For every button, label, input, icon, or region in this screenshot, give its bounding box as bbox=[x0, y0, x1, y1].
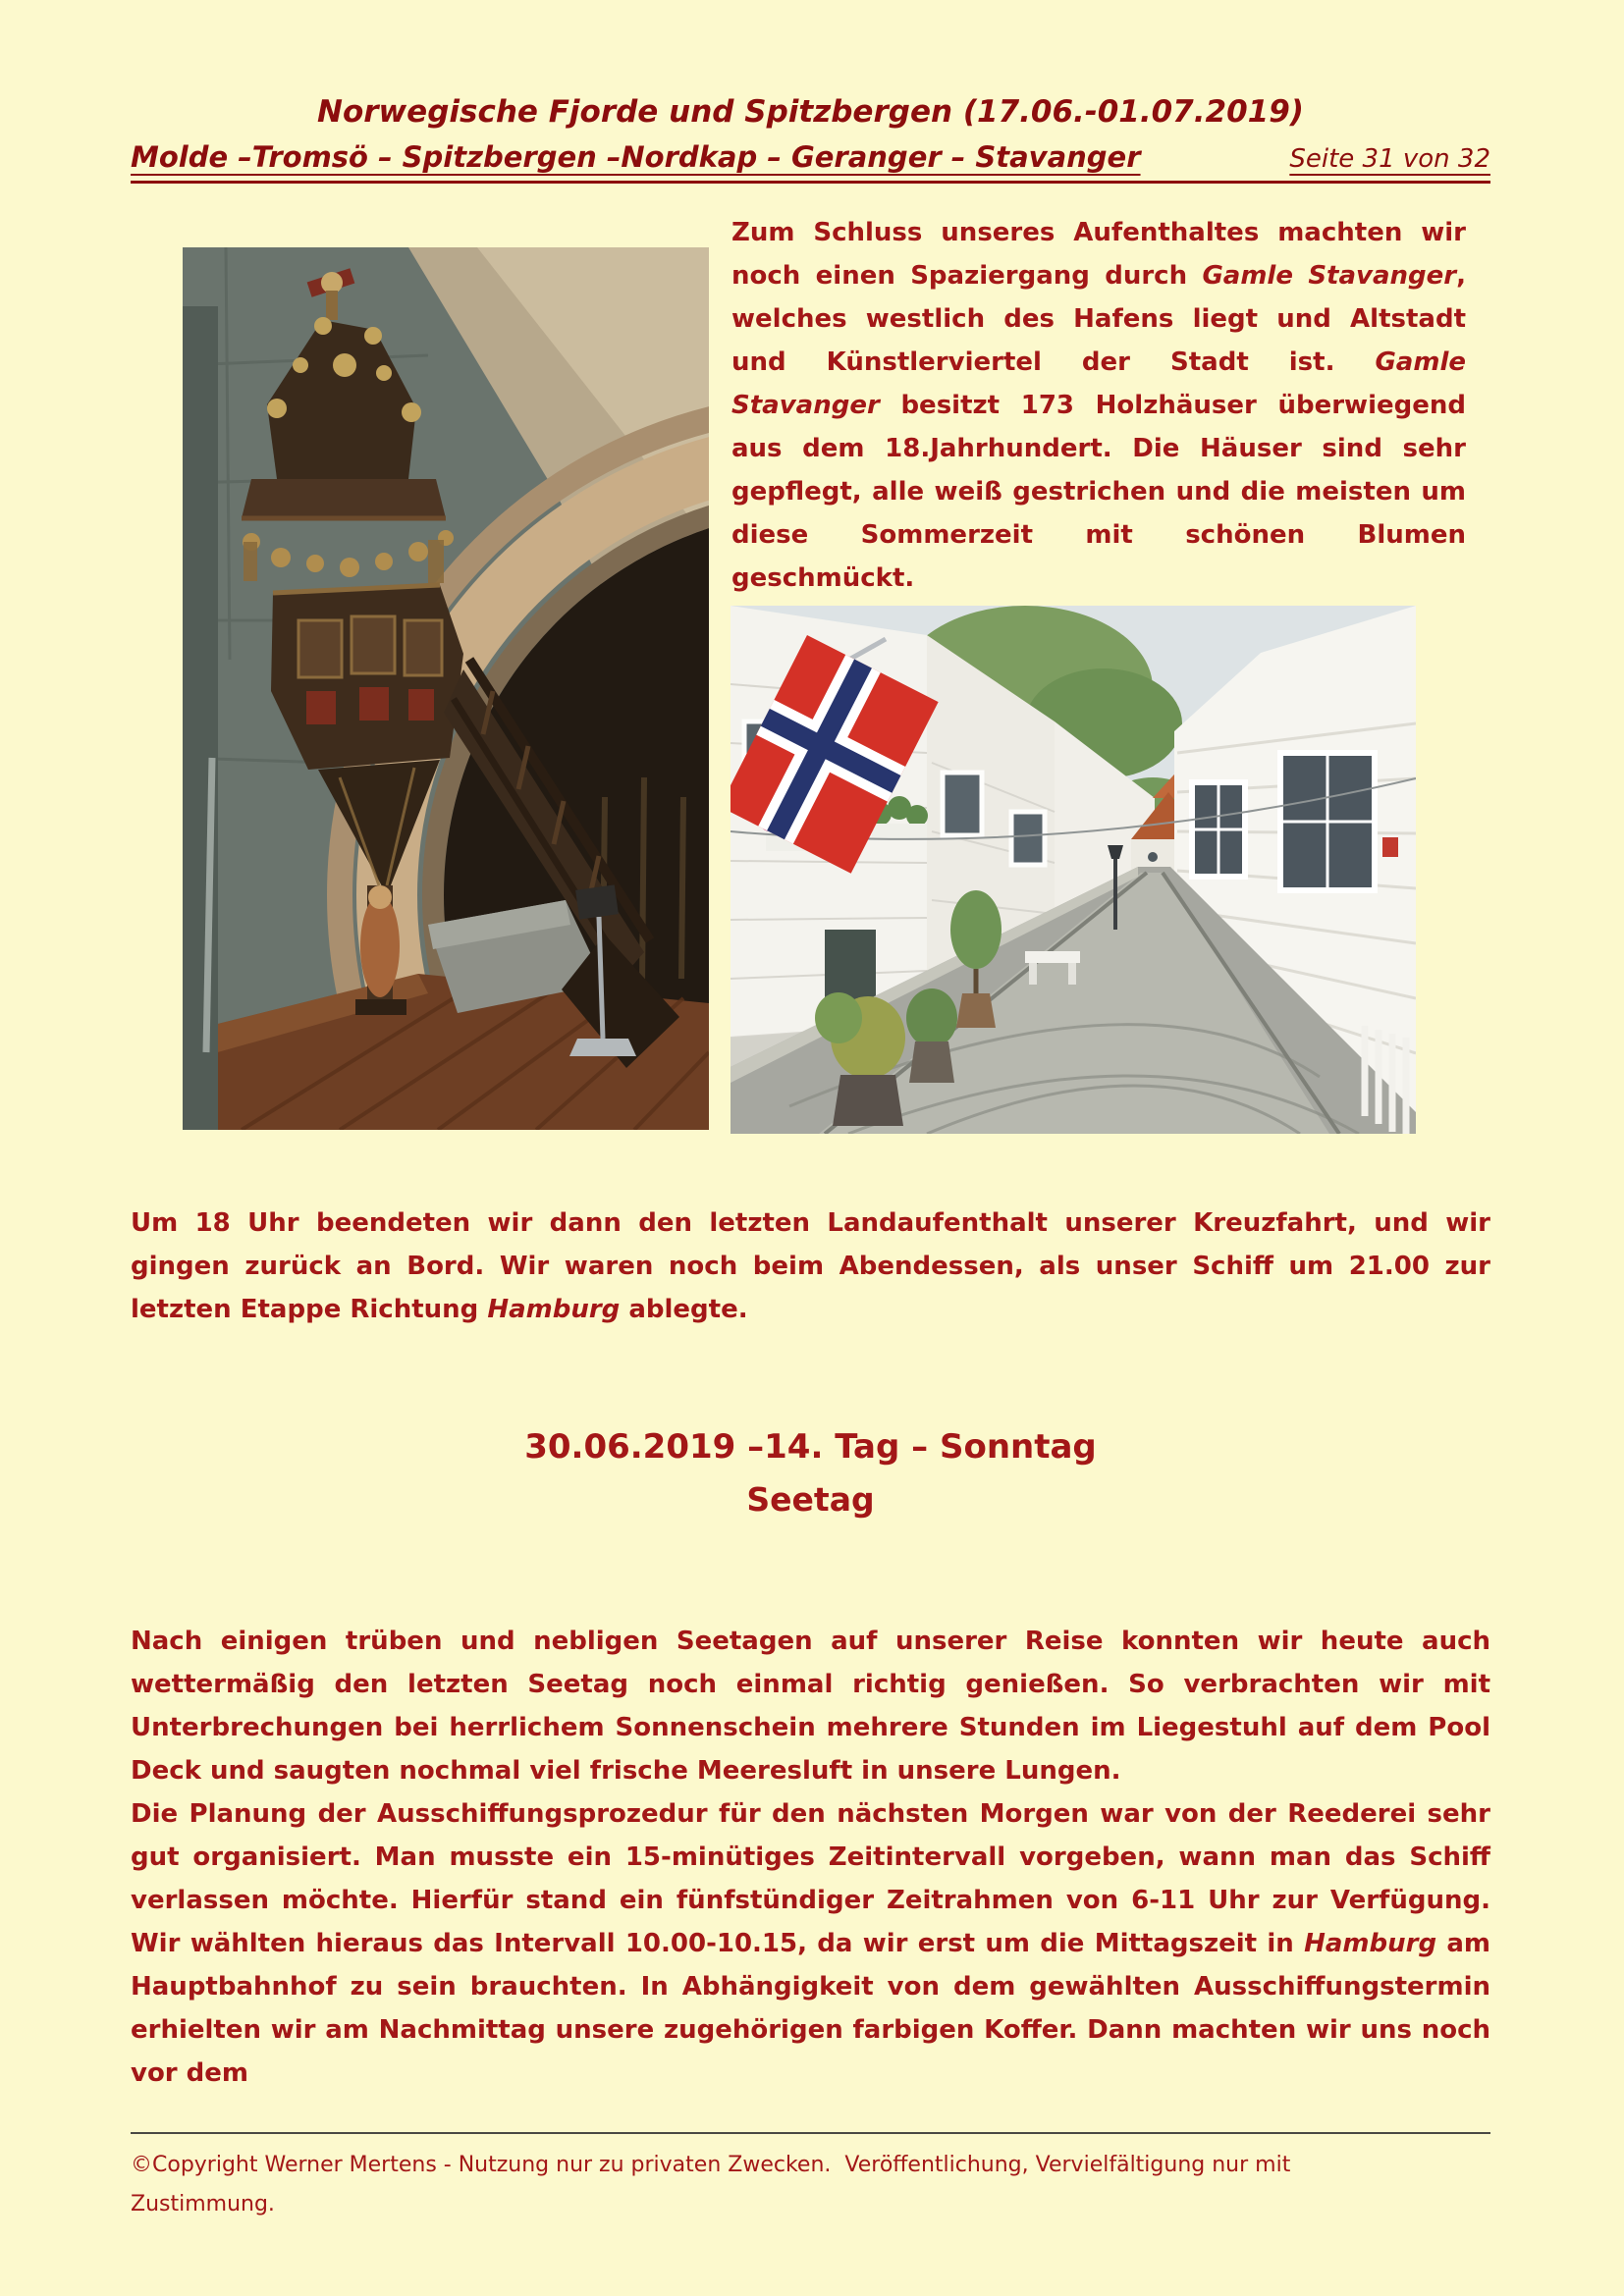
sea-day-text-block bbox=[131, 1620, 1490, 2095]
header-subtitle-row bbox=[131, 140, 1490, 174]
copyright-line-2: Zustimmung. bbox=[131, 2192, 275, 2216]
church-pulpit-illustration bbox=[183, 247, 709, 1130]
day-heading-date: 30.06.2019 –14. Tag – Sonntag bbox=[524, 1427, 1097, 1467]
page-footer bbox=[131, 2146, 1490, 2224]
copyright-line-1: ©Copyright Werner Mertens - Nutzung nur zu privaten Zwecken. Veröffentlichung, Vervielfältigung nur mit bbox=[131, 2153, 1291, 2177]
document-title: Norwegische Fjorde und Spitzbergen (17.06.-01.07.2019) bbox=[317, 94, 1304, 130]
paragraph-sea-day-1: Nach einigen trüben und nebligen Seetagen auf unserer Reise konnten wir heute auch wettermäßig den letzten Seetag noch einmal richtig genießen. So verbrachten wir mit Unterbrechungen bei herrlichem Sonnenschein mehrere Stunden im Liegestuhl auf dem Pool Deck und saugten nochmal viel frische Meeresluft in unsere Lungen. bbox=[131, 1627, 1490, 1786]
footer-divider bbox=[131, 2132, 1490, 2134]
street-scene-illustration bbox=[731, 606, 1416, 1134]
day-heading-seetag: Seetag bbox=[746, 1480, 875, 1519]
paragraph-departure: Um 18 Uhr beendeten wir dann den letzten Landaufenthalt unserer Kreuzfahrt, und wir gingen zurück an Bord. Wir waren noch beim Abendessen, als unser Schiff um 21.00 zur letzten Etappe Richtung Hamburg ablegte. bbox=[131, 1208, 1490, 1324]
header-divider bbox=[131, 181, 1490, 184]
photo-old-stavanger-street bbox=[731, 606, 1416, 1134]
intro-paragraph: Zum Schluss unseres Aufenthaltes machten wir noch einen Spaziergang durch Gamle Stavanger, welches westlich des Hafens liegt und Altstadt und Künstlerviertel der Stadt ist. Gamle Stavanger besitzt 173 Holzhäuser überwiegend aus dem 18.Jahrhundert. Die Häuser sind sehr gepflegt, alle weiß gestrichen und die meisten um diese Sommerzeit mit schönen Blumen geschmückt. bbox=[731, 218, 1466, 593]
photo-church-pulpit bbox=[183, 247, 709, 1130]
paragraph-sea-day-2: Die Planung der Ausschiffungsprozedur für den nächsten Morgen war von der Reederei sehr gut organisiert. Man musste ein 15-minütiges Zeitintervall vorgeben, wann man das Schiff verlassen möchte. Hierfür stand ein fünfstündiger Zeitrahmen von 6-11 Uhr zur Verfügung. Wir wählten hieraus das Intervall 10.00-10.15, da wir erst um die Mittagszeit in Hamburg am Hauptbahnhof zu sein brauchten. In Abhängigkeit von dem gewählten Ausschiffungstermin erhielten wir am Nachmittag unsere zugehörigen farbigen Koffer. Dann machten wir uns noch vor dem bbox=[131, 1799, 1490, 2088]
route-line: Molde –Tromsö – Spitzbergen –Nordkap – Geranger – Stavanger bbox=[131, 140, 1141, 174]
page-indicator: Seite 31 von 32 bbox=[1289, 144, 1490, 174]
